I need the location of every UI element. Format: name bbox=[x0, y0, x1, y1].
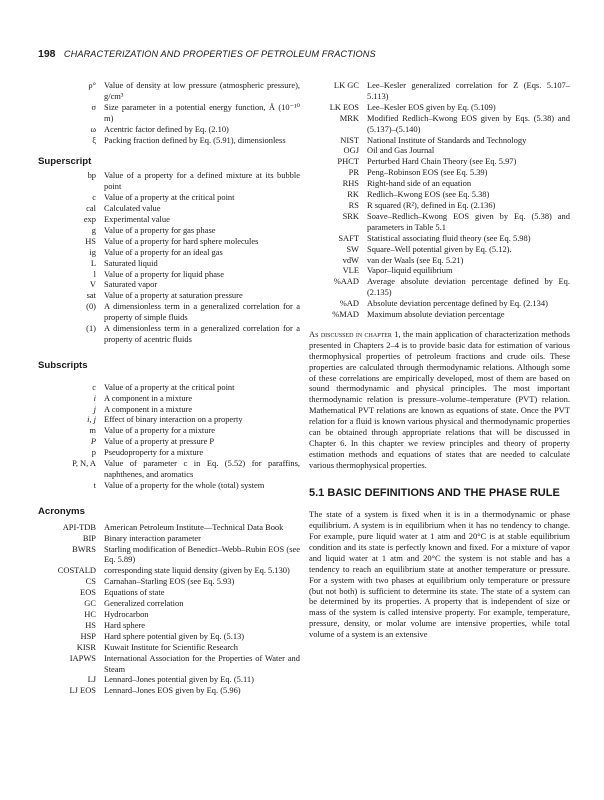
acronym-description: Hard sphere potential given by Eq. (5.13) bbox=[104, 630, 245, 641]
acronym-entry bbox=[309, 113, 570, 135]
entry-description: A component in a mixture bbox=[104, 392, 193, 403]
acronym-symbol: SW bbox=[346, 243, 359, 254]
nomenclature-entry bbox=[38, 279, 300, 290]
entry-symbol: t bbox=[93, 479, 96, 490]
superscript-heading: Superscript bbox=[38, 156, 92, 168]
entry-description: Packing fraction defined by Eq. (5.91), dimensionless bbox=[104, 134, 286, 145]
acronym-entry bbox=[309, 156, 570, 167]
nomenclature-entry bbox=[38, 301, 300, 323]
acronym-description: Average absolute deviation percentage defined by Eq. (2.135) bbox=[367, 276, 570, 298]
acronym-entry bbox=[38, 565, 300, 576]
entry-symbol: i, j bbox=[87, 414, 96, 425]
entry-symbol: g bbox=[91, 224, 96, 235]
acronym-symbol: SAFT bbox=[338, 232, 359, 243]
nomenclature-entry bbox=[38, 192, 300, 203]
nomenclature-entry bbox=[38, 323, 300, 345]
acronym-entry bbox=[309, 276, 570, 298]
nomenclature-entry bbox=[38, 458, 300, 480]
nomenclature-entry bbox=[38, 447, 300, 458]
page-number: 198 bbox=[38, 48, 56, 60]
entry-symbol: exp bbox=[83, 213, 96, 224]
acronym-description: Carnahan–Starling EOS (see Eq. 5.93) bbox=[104, 576, 235, 587]
entry-description: A component in a mixture bbox=[104, 403, 193, 414]
acronym-symbol: LK GC bbox=[333, 80, 359, 90]
entry-symbol: HS bbox=[85, 235, 96, 246]
acronym-symbol: BIP bbox=[82, 532, 96, 543]
acronym-description: Starling modification of Benedict–Webb–Rubin EOS (see Eq. 5.89) bbox=[104, 543, 300, 565]
acronym-symbol: MRK bbox=[339, 112, 359, 123]
acronym-entry bbox=[38, 609, 300, 620]
acronym-symbol: %AD bbox=[339, 298, 359, 309]
acronym-entry bbox=[309, 189, 570, 200]
entry-symbol: p bbox=[91, 447, 96, 458]
acronym-entry bbox=[309, 200, 570, 211]
entry-description: Saturated liquid bbox=[104, 257, 158, 268]
entry-description: Effect of binary interaction on a property bbox=[104, 414, 243, 425]
acronym-description: Generalized correlation bbox=[104, 598, 184, 609]
entry-description: Saturated vapor bbox=[104, 279, 158, 290]
nomenclature-entry bbox=[38, 80, 300, 102]
greek-symbol-list bbox=[38, 80, 300, 145]
acronym-symbol: LK EOS bbox=[329, 101, 359, 112]
entry-symbol: cal bbox=[86, 203, 96, 214]
entry-symbol: j bbox=[93, 403, 96, 414]
acronym-entry bbox=[309, 309, 570, 320]
acronym-symbol: %MAD bbox=[332, 309, 359, 320]
acronym-symbol: IAPWS bbox=[69, 652, 96, 663]
acronym-entry bbox=[38, 653, 300, 675]
acronym-symbol: vdW bbox=[342, 254, 359, 265]
entry-symbol: (1) bbox=[86, 323, 96, 334]
nomenclature-entry bbox=[38, 480, 300, 491]
acronym-symbol: OGJ bbox=[343, 145, 359, 156]
acronym-entry bbox=[309, 167, 570, 178]
acronym-entry bbox=[38, 631, 300, 642]
subscripts-list bbox=[38, 382, 300, 491]
acronym-symbol: RHS bbox=[342, 178, 359, 189]
nomenclature-entry bbox=[38, 393, 300, 404]
acronym-entry bbox=[38, 685, 300, 696]
entry-symbol: ξ bbox=[92, 134, 96, 145]
acronym-entry bbox=[38, 674, 300, 685]
acronym-entry bbox=[309, 135, 570, 146]
acronyms-list-right bbox=[309, 80, 570, 320]
entry-description: Value of a property for an ideal gas bbox=[104, 246, 223, 257]
entry-symbol: m bbox=[89, 425, 96, 436]
nomenclature-entry bbox=[38, 225, 300, 236]
acronym-description: Redlich–Kwong EOS (see Eq. 5.38) bbox=[367, 189, 490, 200]
acronym-symbol: KISR bbox=[76, 641, 96, 652]
acronym-symbol: PHCT bbox=[337, 156, 359, 167]
acronym-entry bbox=[309, 255, 570, 266]
acronym-entry bbox=[38, 522, 300, 533]
acronym-entry bbox=[309, 265, 570, 276]
nomenclature-entry bbox=[38, 269, 300, 280]
entry-description: Value of a property at the critical point bbox=[104, 381, 235, 392]
acronym-description: National Institute of Standards and Technology bbox=[367, 134, 527, 145]
section-heading: 5.1 BASIC DEFINITIONS AND THE PHASE RULE bbox=[309, 486, 560, 499]
entry-description: Value of a property for liquid phase bbox=[104, 268, 224, 279]
entry-symbol: bp bbox=[87, 170, 96, 181]
entry-symbol: l bbox=[93, 268, 96, 279]
acronyms-heading: Acronyms bbox=[38, 505, 85, 517]
acronym-entry bbox=[309, 211, 570, 233]
acronym-entry bbox=[38, 598, 300, 609]
entry-description: Calculated value bbox=[104, 203, 161, 214]
acronym-description: van der Waals (see Eq. 5.21) bbox=[367, 254, 464, 265]
acronym-description: Equations of state bbox=[104, 587, 165, 598]
acronym-description: Hard sphere bbox=[104, 619, 145, 630]
acronym-symbol: LJ bbox=[87, 674, 96, 685]
acronym-symbol: VLE bbox=[342, 265, 359, 276]
acronym-symbol: SRK bbox=[342, 210, 359, 221]
entry-symbol: L bbox=[90, 257, 96, 268]
entry-description: Value of a property at the critical point bbox=[104, 192, 235, 203]
acronym-entry bbox=[309, 80, 570, 102]
acronym-symbol: %AAD bbox=[333, 276, 359, 287]
acronym-entry bbox=[309, 244, 570, 255]
acronym-symbol: BWRS bbox=[72, 543, 96, 554]
entry-description: Acentric factor defined by Eq. (2.10) bbox=[104, 123, 229, 134]
entry-description: Value of density at low pressure (atmospheric pressure), g/cm³ bbox=[104, 80, 300, 101]
entry-description: A dimensionless term in a generalized correlation for a property of simple fluids bbox=[104, 301, 300, 323]
nomenclature-entry bbox=[38, 102, 300, 124]
acronym-description: Lennard–Jones EOS given by Eq. (5.96) bbox=[104, 685, 241, 696]
acronym-symbol: PR bbox=[348, 167, 359, 178]
entry-symbol: ω bbox=[90, 123, 96, 134]
entry-description: Value of a property at saturation pressure bbox=[104, 290, 243, 301]
acronym-description: Vapor–liquid equilibrium bbox=[367, 265, 453, 276]
acronym-symbol: HSP bbox=[80, 630, 96, 641]
entry-description: Size parameter in a potential energy function, Å (10⁻¹⁰ m) bbox=[104, 101, 300, 123]
acronym-description: Hydrocarbon bbox=[104, 608, 149, 619]
entry-symbol: P, N, A bbox=[72, 458, 96, 469]
acronym-entry bbox=[38, 544, 300, 566]
acronym-description: Modified Redlich–Kwong EOS given by Eqs. (5.38) and (5.137)–(5.140) bbox=[367, 112, 570, 134]
acronym-symbol: EOS bbox=[80, 587, 96, 598]
acronym-description: R squared (R²), defined in Eq. (2.136) bbox=[367, 199, 496, 210]
acronym-description: Oil and Gas Journal bbox=[367, 145, 435, 156]
acronym-symbol: HS bbox=[85, 619, 96, 630]
acronym-symbol: API-TDB bbox=[62, 521, 96, 532]
acronym-description: Kuwait Institute for Scientific Research bbox=[104, 641, 239, 652]
section-paragraph: The state of a system is fixed when it is in a thermodynamic or phase equilibrium. A system is in equilibrium when it has no tendency to change. For example, pure liquid water at 1 atm and 20°C is at stable equilibrium condition and its state is perfectly known and fixed. For a mixture of vapor and liquid water at 1 atm and 20°C the system is not stable and has a tendency to reach an equilibrium state at another temperature or pressure. For a system with two phases at equilibrium only temperature or pressure (but not both) is sufficient to determine its state. The state of a system can be determined by its properties. A property that is independent of size or mass of the system is called intensive property. For example, temperature, pressure, density, or molar volume are intensive properties, while total volume of a system is an extensive bbox=[309, 509, 570, 640]
page-header bbox=[38, 48, 376, 60]
entry-description: Value of parameter c in Eq. (5.52) for paraffins, naphthenes, and aromatics bbox=[104, 458, 300, 479]
entry-symbol: c bbox=[92, 381, 96, 392]
running-title: CHARACTERIZATION AND PROPERTIES OF PETROLEUM FRACTIONS bbox=[63, 49, 376, 59]
entry-description: Value of a property for the whole (total) system bbox=[104, 479, 265, 490]
nomenclature-entry bbox=[38, 203, 300, 214]
subscripts-heading: Subscripts bbox=[38, 359, 88, 371]
entry-description: Experimental value bbox=[104, 213, 170, 224]
intro-paragraph bbox=[309, 329, 570, 471]
entry-description: Value of a property for a defined mixture at its bubble point bbox=[104, 170, 300, 192]
acronym-description: Lee–Kesler EOS given by Eq. (5.109) bbox=[367, 101, 496, 112]
acronym-entry bbox=[38, 642, 300, 653]
entry-description: Value of a property for gas phase bbox=[104, 224, 216, 235]
acronym-description: Perturbed Hard Chain Theory (see Eq. 5.97) bbox=[367, 156, 517, 167]
acronym-entry bbox=[38, 533, 300, 544]
acronym-entry bbox=[309, 102, 570, 113]
nomenclature-entry bbox=[38, 170, 300, 192]
nomenclature-entry bbox=[38, 436, 300, 447]
nomenclature-entry bbox=[38, 135, 300, 146]
acronym-entry bbox=[309, 298, 570, 309]
entry-description: Value of a property at pressure P bbox=[104, 436, 215, 447]
acronym-description: Right-hand side of an equation bbox=[367, 178, 472, 189]
acronym-entry bbox=[309, 145, 570, 156]
entry-description: Value of a property for hard sphere molecules bbox=[104, 235, 259, 246]
acronym-description: Square–Well potential given by Eq. (5.12). bbox=[367, 243, 512, 254]
acronym-description: corresponding state liquid density (given by Eq. 5.130) bbox=[104, 565, 290, 576]
entry-description: Pseudoproperty for a mixture bbox=[104, 447, 204, 458]
intro-lead: As discussed in chapter bbox=[309, 328, 392, 339]
intro-text: 1, the main application of characterization methods presented in Chapters 2–4 is to provide basic data for estimation of various thermophysical properties of petroleum fractions and crude oils. These properties are calculated through thermodynamic relations. Although some of these correlations are empirically developed, most of them are based on sound thermodynamic and physical principles. The most important thermodynamic relation is pressure–volume–temperature (PVT) relation. Mathematical PVT relations are known as equations of state. Once the PVT relation for a fluid is known various physical and thermodynamic properties can be obtained through appropriate relations that will be discussed in Chapter 6. In this chapter we review principles and theory of property estimation methods and equations of states that are needed to calculate various thermophysical properties. bbox=[309, 328, 570, 470]
acronym-description: Lennard–Jones potential given by Eq. (5.11) bbox=[104, 674, 254, 685]
entry-symbol: i bbox=[93, 392, 96, 403]
nomenclature-entry bbox=[38, 425, 300, 436]
acronym-symbol: RS bbox=[348, 199, 359, 210]
acronym-description: Lee–Kesler generalized correlation for Z (Eqs. 5.107–5.113) bbox=[367, 80, 570, 101]
acronym-description: Soave–Redlich–Kwong EOS given by Eq. (5.38) and parameters in Table 5.1 bbox=[367, 210, 570, 232]
acronym-description: Maximum absolute deviation percentage bbox=[367, 309, 505, 320]
nomenclature-entry bbox=[38, 258, 300, 269]
nomenclature-entry bbox=[38, 414, 300, 425]
acronym-symbol: RK bbox=[347, 189, 359, 200]
acronym-description: Binary interaction parameter bbox=[104, 532, 201, 543]
acronyms-list-left bbox=[38, 522, 300, 697]
acronym-symbol: NIST bbox=[340, 134, 359, 145]
acronym-symbol: GC bbox=[84, 598, 96, 609]
entry-symbol: V bbox=[89, 279, 96, 290]
acronym-symbol: CS bbox=[85, 576, 96, 587]
acronym-description: International Association for the Properties of Water and Steam bbox=[104, 652, 300, 674]
acronym-entry bbox=[309, 178, 570, 189]
right-column bbox=[309, 80, 570, 640]
entry-description: A dimensionless term in a generalized correlation for a property of acentric fluids bbox=[104, 323, 300, 344]
entry-symbol: ρ° bbox=[88, 80, 96, 90]
acronym-description: Peng–Robinson EOS (see Eq. 5.39) bbox=[367, 167, 488, 178]
acronym-entry bbox=[38, 620, 300, 631]
entry-symbol: P bbox=[90, 436, 96, 447]
entry-symbol: σ bbox=[91, 101, 96, 112]
entry-symbol: ig bbox=[89, 246, 96, 257]
nomenclature-entry bbox=[38, 236, 300, 247]
acronym-description: Statistical associating fluid theory (see Eq. 5.98) bbox=[367, 232, 531, 243]
superscript-list bbox=[38, 170, 300, 345]
entry-symbol: (0) bbox=[86, 301, 96, 312]
acronym-entry bbox=[309, 233, 570, 244]
nomenclature-entry bbox=[38, 290, 300, 301]
acronym-entry bbox=[38, 587, 300, 598]
entry-symbol: sat bbox=[86, 290, 96, 301]
acronym-symbol: COSTALD bbox=[57, 565, 96, 576]
nomenclature-entry bbox=[38, 124, 300, 135]
entry-symbol: c bbox=[92, 192, 96, 203]
left-column bbox=[38, 80, 300, 696]
acronym-description: Absolute deviation percentage defined by Eq. (2.134) bbox=[367, 298, 548, 309]
nomenclature-entry bbox=[38, 382, 300, 393]
acronym-entry bbox=[38, 576, 300, 587]
acronym-description: American Petroleum Institute—Technical Data Book bbox=[104, 521, 284, 532]
nomenclature-entry bbox=[38, 404, 300, 415]
acronym-symbol: LJ EOS bbox=[69, 685, 96, 696]
acronym-symbol: HC bbox=[84, 608, 96, 619]
entry-description: Value of a property for a mixture bbox=[104, 425, 216, 436]
nomenclature-entry bbox=[38, 214, 300, 225]
nomenclature-entry bbox=[38, 247, 300, 258]
